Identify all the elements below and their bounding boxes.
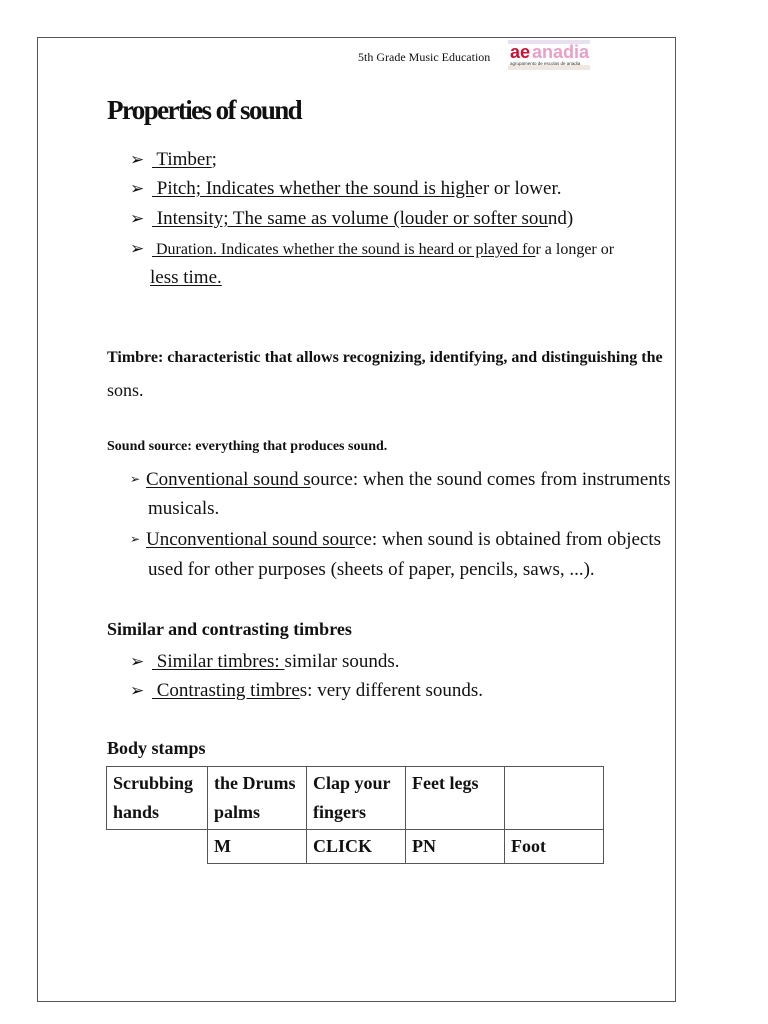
list-item: ➢ Pitch; Indicates whether the sound is higher or lower. (130, 178, 562, 199)
svg-text:anadia: anadia (532, 42, 590, 62)
arrowhead-bullet-icon: ➢ (130, 532, 141, 546)
svg-text:ae: ae (510, 42, 531, 62)
list-item: ➢ Unconventional sound source: when sound is obtained from objects (130, 529, 662, 550)
list-item: ➢ Duration. Indicates whether the sound is heard or played for a longer or (130, 239, 615, 258)
table-cell: PN (406, 830, 505, 864)
arrowhead-bullet-icon: ➢ (130, 150, 145, 169)
body-stamps-heading: Body stamps (107, 738, 206, 758)
timbre-definition-cont: sons. (107, 380, 144, 400)
table-cell (107, 830, 208, 864)
table-cell: the Drums palms (208, 767, 307, 830)
body-stamps-table (106, 766, 604, 864)
similar-heading: Similar and contrasting timbres (107, 619, 352, 639)
table-cell (505, 767, 604, 830)
table-row (107, 767, 604, 830)
table-cell: Clap your fingers (307, 767, 406, 830)
list-item-continuation: less time. (150, 267, 222, 288)
table-cell: M (208, 830, 307, 864)
arrowhead-bullet-icon: ➢ (130, 652, 145, 671)
timbre-definition: Timbre: characteristic that allows recognizing, identifying, and distinguishing the (107, 349, 663, 366)
table-cell: Feet legs (406, 767, 505, 830)
course-label: 5th Grade Music Education (358, 50, 491, 64)
list-item: ➢ Timber; (130, 149, 217, 170)
list-item-continuation: used for other purposes (sheets of paper, pencils, saws, ...). (148, 559, 595, 580)
list-item: ➢ Conventional sound source: when the sound comes from instruments (130, 469, 671, 490)
school-logo (508, 40, 590, 70)
list-item: ➢ Contrasting timbres: very different sounds. (130, 680, 484, 701)
table-cell: Foot (505, 830, 604, 864)
arrowhead-bullet-icon: ➢ (130, 681, 145, 700)
list-item: ➢ Intensity; The same as volume (louder or softer sound) (130, 208, 574, 229)
list-item-continuation: musicals. (148, 498, 220, 519)
page-title: Properties of sound (107, 95, 302, 125)
table-cell: Scrubbing hands (107, 767, 208, 830)
table-cell: CLICK (307, 830, 406, 864)
arrowhead-bullet-icon: ➢ (130, 472, 141, 486)
sound-source-heading: Sound source: everything that produces sound. (107, 439, 388, 454)
table-row (107, 830, 604, 864)
arrowhead-bullet-icon: ➢ (130, 179, 145, 198)
arrowhead-bullet-icon: ➢ (130, 239, 145, 258)
list-item: ➢ Similar timbres: similar sounds. (130, 651, 400, 672)
logo-subtext: agrupamento de escolas de anadia (510, 61, 581, 66)
arrowhead-bullet-icon: ➢ (130, 209, 145, 228)
